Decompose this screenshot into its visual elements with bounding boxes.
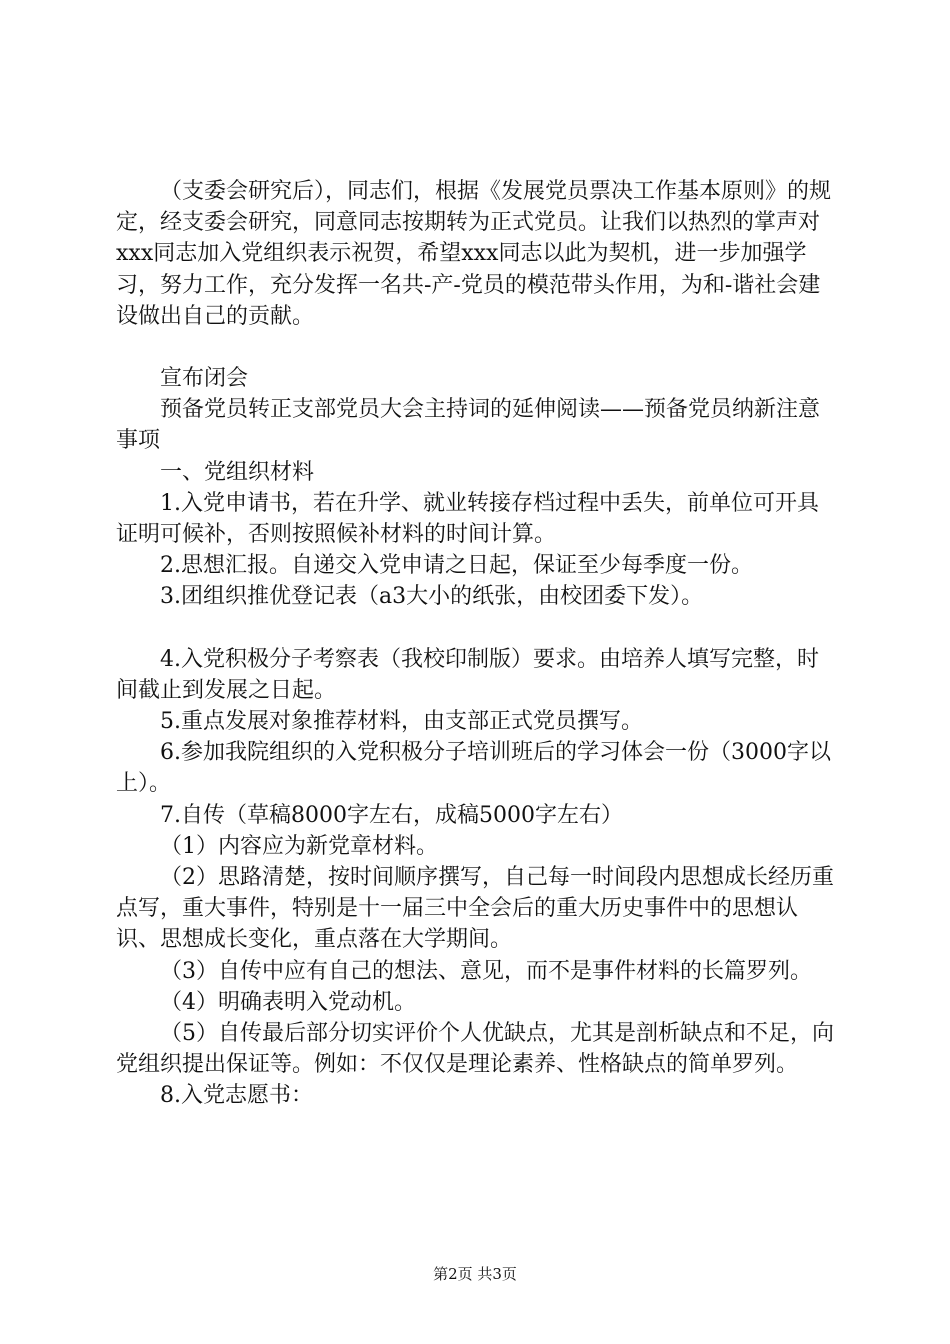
list-item-application-form: 8.入党志愿书： [160, 1083, 313, 1109]
page-footer: 第2页 共3页 [433, 1265, 517, 1283]
document-body [116, 176, 836, 1112]
list-item-training-reflection: 6.参加我院组织的入党积极分子培训班后的学习体会一份（3000字以上）。 [116, 740, 831, 797]
section-heading-party-materials: 一、党组织材料 [160, 459, 315, 485]
list-item-thought-report: 2.思想汇报。自递交入党申请之日起，保证至少每季度一份。 [160, 553, 753, 579]
list-item-activist-assessment: 4.入党积极分子考察表（我校印制版）要求。由培养人填写完整，时间截止到发展之日起。 [116, 646, 819, 703]
list-item-application-letter: 1.入党申请书，若在升学、就业转接存档过程中丢失，前单位可开具证明可候补，否则按照候补材料的时间计算。 [116, 490, 819, 548]
sub-item-own-views: （3）自传中应有自己的想法、意见，而不是事件材料的长篇罗列。 [160, 958, 812, 984]
list-item-league-recommendation: 3.团组织推优登记表（a3大小的纸张，由校团委下发）。 [160, 584, 704, 610]
sub-item-content: （1）内容应为新党章材料。 [160, 833, 438, 859]
paragraph-closing-remarks: （支委会研究后），同志们，根据《发展党员票决工作基本原则》的规定，经支委会研究，同意同志按期转为正式党员。让我们以热烈的掌声对xxx同志加入党组织表示祝贺，希望xxx同志以此为契机，进一步加强学习，努力工作，充分发挥一名共-产-党员的模范带头作用，为和-谐社会建设做出自己的贡献。 [116, 179, 832, 329]
sub-item-motivation: （4）明确表明入党动机。 [160, 989, 416, 1015]
sub-item-chronological: （2）思路清楚，按时间顺序撰写，自己每一时间段内思想成长经历重点写，重大事件，特别是十一届三中全会后的重大历史事件中的思想认识、思想成长变化，重点落在大学期间。 [116, 865, 834, 953]
list-item-recommendation-materials: 5.重点发展对象推荐材料，由支部正式党员撰写。 [160, 709, 643, 735]
paragraph-announce-close: 宣布闭会 [160, 366, 249, 392]
list-item-autobiography: 7.自传（草稿8000字左右，成稿5000字左右） [160, 802, 623, 828]
paragraph-extended-reading-title: 预备党员转正支部党员大会主持词的延伸阅读——预备党员纳新注意事项 [116, 397, 821, 454]
sub-item-self-evaluation: （5）自传最后部分切实评价个人优缺点，尤其是剖析缺点和不足，向党组织提出保证等。例如：不仅仅是理论素养、性格缺点的简单罗列。 [116, 1021, 834, 1078]
